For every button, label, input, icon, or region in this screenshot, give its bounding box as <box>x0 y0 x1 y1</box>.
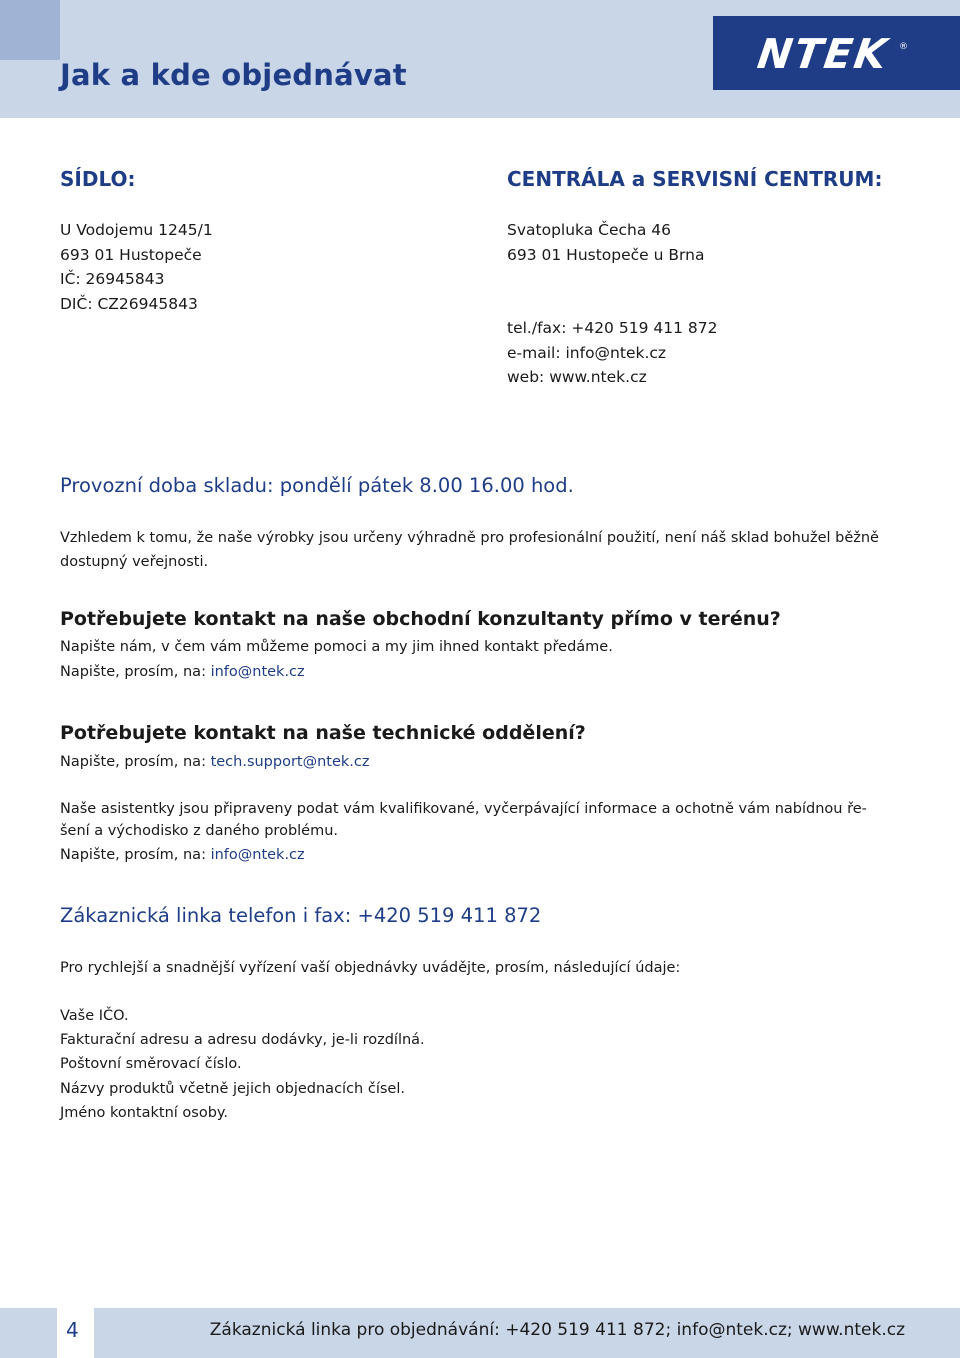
obchod-email-prefix: Napište, prosím, na: <box>60 664 211 680</box>
linka-item: Názvy produktů včetně jejich objednacích čísel. <box>60 1081 405 1097</box>
obchod-heading: Potřebujete kontakt na naše obchodní konzultanty přímo v terénu? <box>60 608 781 630</box>
page-number: 4 <box>66 1318 79 1342</box>
footer-contact: Zákaznická linka pro objednávání: +420 519 411 872; info@ntek.cz; www.ntek.cz <box>209 1320 905 1340</box>
centrala-address-line: Svatopluka Čecha 46 <box>507 221 672 239</box>
registered-mark: ® <box>899 42 908 52</box>
obchod-email-line <box>60 664 305 680</box>
phone-fax: tel./fax: +420 519 411 872 <box>507 319 718 337</box>
sidlo-line: 693 01 Hustopeče <box>60 245 202 264</box>
provozni-heading: Provozní doba skladu: pondělí pátek 8.00 16.00 hod. <box>60 474 574 497</box>
technicke-email-prefix: Napište, prosím, na: <box>60 847 211 863</box>
ntek-logo: NTEK <box>754 30 892 78</box>
linka-item: Vaše IČO. <box>60 1008 129 1024</box>
centrala-contact <box>507 316 717 390</box>
linka-item: Jméno kontaktní osoby. <box>60 1105 229 1121</box>
sidlo-line: IČ: 26945843 <box>60 270 165 288</box>
centrala-address <box>507 218 704 267</box>
info-email-link[interactable]: info@ntek.cz <box>210 847 305 863</box>
web-link[interactable]: web: www.ntek.cz <box>507 368 647 386</box>
centrala-address-line: 693 01 Hustopeče u Brna <box>507 245 705 264</box>
technicke-email-line-2 <box>60 847 305 863</box>
technicke-heading: Potřebujete kontakt na naše technické oddělení? <box>60 722 586 744</box>
page-title: Jak a kde objednávat <box>60 58 407 92</box>
technicke-email-line <box>60 754 370 770</box>
provozni-text: Vzhledem k tomu, že naše výrobky jsou určeny výhradně pro profesionální použití, není náš sklad bohužel běžně dostupný veřejnosti. <box>60 530 879 570</box>
technicke-para-line: Naše asistentky jsou připraveny podat vám kvalifikované, vyčerpávající informace a ochotně vám nabídnou ře- <box>60 801 867 817</box>
technicke-para-line: šení a východisko z daného problému. <box>60 823 339 839</box>
email-link[interactable]: e-mail: info@ntek.cz <box>507 343 667 362</box>
obchod-line: Napište nám, v čem vám můžeme pomoci a my jim ihned kontakt předáme. <box>60 639 613 655</box>
tech-support-link[interactable]: tech.support@ntek.cz <box>210 754 370 770</box>
sidlo-address <box>60 218 213 316</box>
linka-intro: Pro rychlejší a snadnější vyřízení vaší objednávky uvádějte, prosím, následující údaje: <box>60 960 681 976</box>
globe-graphic <box>0 0 60 60</box>
sidlo-heading: SÍDLO: <box>60 167 136 191</box>
linka-item: Poštovní směrovací číslo. <box>60 1056 242 1072</box>
linka-heading: Zákaznická linka telefon i fax: +420 519 411 872 <box>60 904 542 927</box>
obchod-email-link[interactable]: info@ntek.cz <box>210 664 305 680</box>
linka-item: Fakturační adresu a adresu dodávky, je-li rozdílná. <box>60 1032 425 1048</box>
sidlo-line: U Vodojemu 1245/1 <box>60 221 213 239</box>
sidlo-line: DIČ: CZ26945843 <box>60 294 198 313</box>
centrala-heading: CENTRÁLA a SERVISNÍ CENTRUM: <box>507 167 883 191</box>
technicke-email-prefix: Napište, prosím, na: <box>60 754 211 770</box>
